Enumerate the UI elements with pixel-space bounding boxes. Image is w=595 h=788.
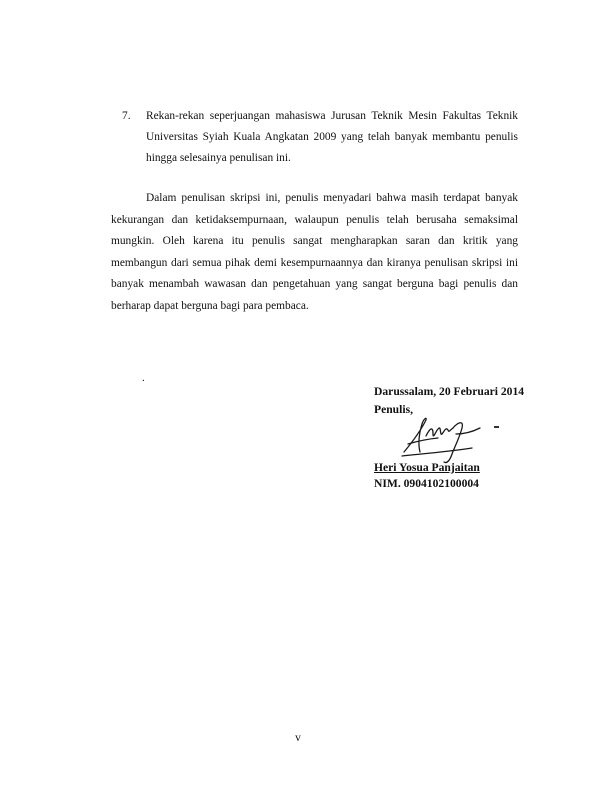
signature-nim: NIM. 0904102100004 [374, 477, 479, 490]
signature-role: Penulis, [374, 403, 413, 416]
signature-place-date: Darussalam, 20 Februari 2014 [374, 385, 525, 398]
signature-dash-mark [494, 426, 499, 428]
list-item-text: Rekan-rekan seperjuangan mahasiswa Jurusan Teknik Mesin Fakultas Teknik Universitas Syiah Kuala Angkatan 2009 yang telah banyak membantu penulis hingga selesainya penulisan ini. [146, 110, 518, 164]
signature-name: Heri Yosua Panjaitan [374, 461, 480, 474]
closing-paragraph: Dalam penulisan skripsi ini, penulis menyadari bahwa masih terdapat banyak kekurangan dan ketidaksempurnaan, walaupun penulis telah berusaha semaksimal mungkin. Oleh karena itu penulis sangat mengharapkan saran dan kritik yang membangun dari semua pihak demi kesempurnaannya dan kiranya penulisan skripsi ini banyak menambah wawasan dan pengetahuan yang sangat berguna bagi penulis dan berharap dapat berguna bagi para pembaca. [111, 192, 518, 312]
list-item-number: 7. [122, 110, 131, 122]
page-number: v [295, 732, 301, 744]
acknowledgement-list-item [122, 106, 518, 169]
stray-mark: . [142, 372, 145, 384]
handwritten-signature [400, 414, 490, 466]
